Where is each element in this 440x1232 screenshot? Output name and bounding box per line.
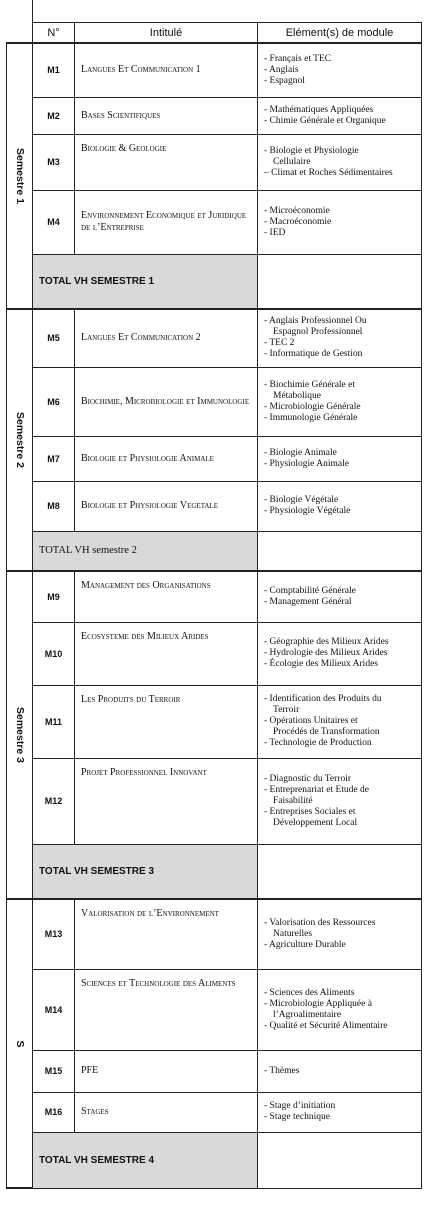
semester-total-row (7, 1132, 422, 1188)
module-row (7, 190, 422, 254)
element-text: - Identification des Produits du (264, 694, 382, 704)
header-elements: Elément(s) de module (258, 23, 422, 44)
element-text: - Biologie Végétale (264, 495, 339, 505)
module-row (7, 97, 422, 134)
module-code: M6 (33, 367, 75, 436)
element-item (264, 116, 415, 127)
semester-label: Semestre 1 (13, 147, 26, 205)
element-text: - Mathématiques Appliquées (264, 104, 374, 115)
module-code: M10 (33, 622, 75, 685)
element-item (264, 349, 415, 360)
semester-total-value (258, 1132, 422, 1188)
element-text: - Géographie des Milieux Arides (264, 637, 389, 647)
element-text: Procédés de Transformation (273, 727, 380, 737)
element-text: - Biologie et Physiologie (264, 145, 359, 156)
module-code: M11 (33, 685, 75, 758)
semester-total-label: TOTAL VH SEMESTRE 4 (33, 1132, 258, 1188)
element-text: - Espagnol (264, 75, 305, 86)
element-text: Naturelles (273, 928, 313, 939)
element-text: - Stage d’initiation (264, 1101, 336, 1111)
module-title: Valorisation de l’Environnement (75, 899, 258, 969)
element-text: - Sciences des Aliments (264, 987, 355, 998)
element-text: - Macroéconomie (264, 216, 332, 227)
element-item (264, 168, 415, 179)
module-row (7, 758, 422, 844)
element-item (264, 1010, 415, 1021)
element-text: - Valorisation des Ressources (264, 917, 376, 928)
module-title: Langues Et Communication 2 (75, 309, 258, 367)
table-header (7, 23, 422, 44)
semester-label: Semestre 2 (13, 411, 26, 469)
semester-total-label: TOTAL VH SEMESTRE 1 (33, 254, 258, 309)
module-code: M13 (33, 899, 75, 969)
element-text: - Anglais (264, 64, 299, 75)
element-text: - Opérations Unitaires et (264, 716, 358, 726)
element-item (264, 586, 415, 597)
module-code: M1 (33, 43, 75, 97)
element-text: - Thèmes (264, 1065, 300, 1076)
module-row (7, 969, 422, 1050)
element-item (264, 76, 415, 87)
module-code: M15 (33, 1050, 75, 1092)
element-item (264, 940, 415, 951)
element-text: Cellulaire (273, 156, 311, 167)
module-title: Ecosysteme des Milieux Arides (75, 622, 258, 685)
element-text: - Entreprenariat et Etude de (264, 784, 369, 795)
module-elements (258, 1092, 422, 1132)
element-item (264, 327, 415, 338)
element-item (264, 1021, 415, 1032)
module-row (7, 1050, 422, 1092)
element-item (264, 918, 415, 929)
element-item (264, 506, 415, 517)
module-elements (258, 1050, 422, 1092)
module-row (7, 1092, 422, 1132)
element-text: l’Agroalimentaire (273, 1009, 342, 1020)
element-item (264, 65, 415, 76)
module-title: Langues Et Communication 1 (75, 43, 258, 97)
module-code: M16 (33, 1092, 75, 1132)
element-item (264, 157, 415, 168)
module-elements (258, 309, 422, 367)
element-item (264, 146, 415, 157)
element-item (264, 738, 415, 749)
element-item (264, 1112, 415, 1123)
element-text: Faisabilité (273, 795, 313, 806)
module-code: M5 (33, 309, 75, 367)
element-item (264, 597, 415, 608)
element-item (264, 380, 415, 391)
semester-total-row (7, 531, 422, 571)
semester-total-row (7, 254, 422, 309)
element-text: - Chimie Générale et Organique (264, 115, 386, 126)
element-item (264, 694, 415, 705)
element-item (264, 716, 415, 727)
element-text: - Informatique de Gestion (264, 349, 363, 360)
element-text: - Technologie de Production (264, 738, 372, 748)
module-elements (258, 43, 422, 97)
element-text: - Microbiologie Générale (264, 401, 361, 412)
module-code: M3 (33, 134, 75, 190)
element-text: - Hydrologie des Milieux Arides (264, 648, 388, 658)
element-text: - Entreprises Sociales et (264, 806, 356, 817)
module-row (7, 436, 422, 481)
element-item (264, 648, 415, 659)
module-elements (258, 367, 422, 436)
element-item (264, 391, 415, 402)
module-title: Les Produits du Terroir (75, 685, 258, 758)
module-elements (258, 190, 422, 254)
element-item (264, 105, 415, 116)
header-num: N° (33, 23, 75, 44)
element-item (264, 206, 415, 217)
module-elements (258, 899, 422, 969)
module-title: Sciences et Technologie des Aliments (75, 969, 258, 1050)
element-text: - Diagnostic du Terroir (264, 773, 352, 784)
element-item (264, 774, 415, 785)
module-elements (258, 134, 422, 190)
element-text: - Français et TEC (264, 53, 332, 64)
module-row (7, 622, 422, 685)
element-text: - Immunologie Générale (264, 412, 358, 423)
element-text: Terroir (273, 705, 300, 715)
module-code: M4 (33, 190, 75, 254)
element-item (264, 448, 415, 459)
element-text: - TEC 2 (264, 338, 295, 349)
element-item (264, 316, 415, 327)
semester-total-value (258, 844, 422, 899)
element-text: - Microbiologie Appliquée à (264, 998, 372, 1009)
element-item (264, 217, 415, 228)
module-title: Biochimie, Microbiologie et Immunologie (75, 367, 258, 436)
element-item (264, 1101, 415, 1112)
header-title: Intitulé (75, 23, 258, 44)
module-elements (258, 685, 422, 758)
element-text: - Biologie Animale (264, 447, 337, 458)
module-title: Management des Organisations (75, 571, 258, 622)
semester-cell (7, 309, 33, 571)
curriculum-table (6, 22, 422, 1189)
module-elements (258, 481, 422, 531)
element-item (264, 495, 415, 506)
element-text: - Écologie des Milieux Arides (264, 659, 378, 669)
module-code: M7 (33, 436, 75, 481)
module-code: M2 (33, 97, 75, 134)
module-title: Bases Scientifiques (75, 97, 258, 134)
module-title: Projet Professionnel Innovant (75, 758, 258, 844)
semester-total-row (7, 844, 422, 899)
module-row (7, 134, 422, 190)
module-elements (258, 571, 422, 622)
semester-total-label: TOTAL VH SEMESTRE 3 (33, 844, 258, 899)
semester-cell (7, 571, 33, 899)
element-item (264, 818, 415, 829)
element-item (264, 1066, 415, 1077)
element-text: - Stage technique (264, 1112, 330, 1122)
module-row (7, 685, 422, 758)
module-code: M8 (33, 481, 75, 531)
semester-label: Semestre 3 (13, 706, 26, 764)
module-elements (258, 436, 422, 481)
element-item (264, 807, 415, 818)
module-elements (258, 622, 422, 685)
element-item (264, 988, 415, 999)
element-item (264, 413, 415, 424)
top-divider (32, 0, 33, 22)
module-code: M14 (33, 969, 75, 1050)
element-item (264, 659, 415, 670)
semester-total-value (258, 254, 422, 309)
element-text: Développement Local (273, 817, 358, 828)
element-text: - Biochimie Générale et (264, 379, 356, 390)
element-item (264, 338, 415, 349)
element-item (264, 727, 415, 738)
element-item (264, 54, 415, 65)
element-text: - Anglais Professionnel Ou (264, 316, 367, 327)
element-text: - Qualité et Sécurité Alimentaire (264, 1020, 388, 1031)
module-title: Biologie & Geologie (75, 134, 258, 190)
module-row (7, 571, 422, 622)
element-text: - Physiologie Animale (264, 458, 349, 469)
element-text: - Management Général (264, 596, 352, 607)
module-row (7, 43, 422, 97)
element-text: Métabolique (273, 390, 322, 401)
semester-total-value (258, 531, 422, 571)
module-code: M9 (33, 571, 75, 622)
element-item (264, 637, 415, 648)
element-item (264, 999, 415, 1010)
module-row (7, 899, 422, 969)
element-item (264, 402, 415, 413)
semester-label: S (13, 1039, 26, 1048)
module-title: Biologie et Physiologie Vegetale (75, 481, 258, 531)
module-row (7, 481, 422, 531)
element-item (264, 785, 415, 796)
module-title: Stages (75, 1092, 258, 1132)
element-text: - Agriculture Durable (264, 939, 346, 950)
module-title: Biologie et Physiologie Animale (75, 436, 258, 481)
element-text: - IED (264, 227, 286, 238)
element-text: Espagnol Professionnel (273, 327, 363, 338)
module-row (7, 309, 422, 367)
element-item (264, 459, 415, 470)
element-item (264, 705, 415, 716)
element-text: - Microéconomie (264, 205, 330, 216)
element-text: - Physiologie Végétale (264, 506, 351, 516)
element-text: - Comptabilité Générale (264, 585, 356, 596)
element-item (264, 929, 415, 940)
semester-cell (7, 43, 33, 309)
module-elements (258, 758, 422, 844)
element-item (264, 228, 415, 239)
semester-cell (7, 899, 33, 1188)
module-row (7, 367, 422, 436)
module-title: Environnement Economique et Juridique de l’Entreprise (75, 190, 258, 254)
module-title: PFE (75, 1050, 258, 1092)
module-code: M12 (33, 758, 75, 844)
table-body (7, 43, 422, 1188)
module-elements (258, 97, 422, 134)
semester-total-label: TOTAL VH semestre 2 (33, 531, 258, 571)
element-text: – Climat et Roches Sédimentaires (264, 167, 393, 178)
module-elements (258, 969, 422, 1050)
element-item (264, 796, 415, 807)
